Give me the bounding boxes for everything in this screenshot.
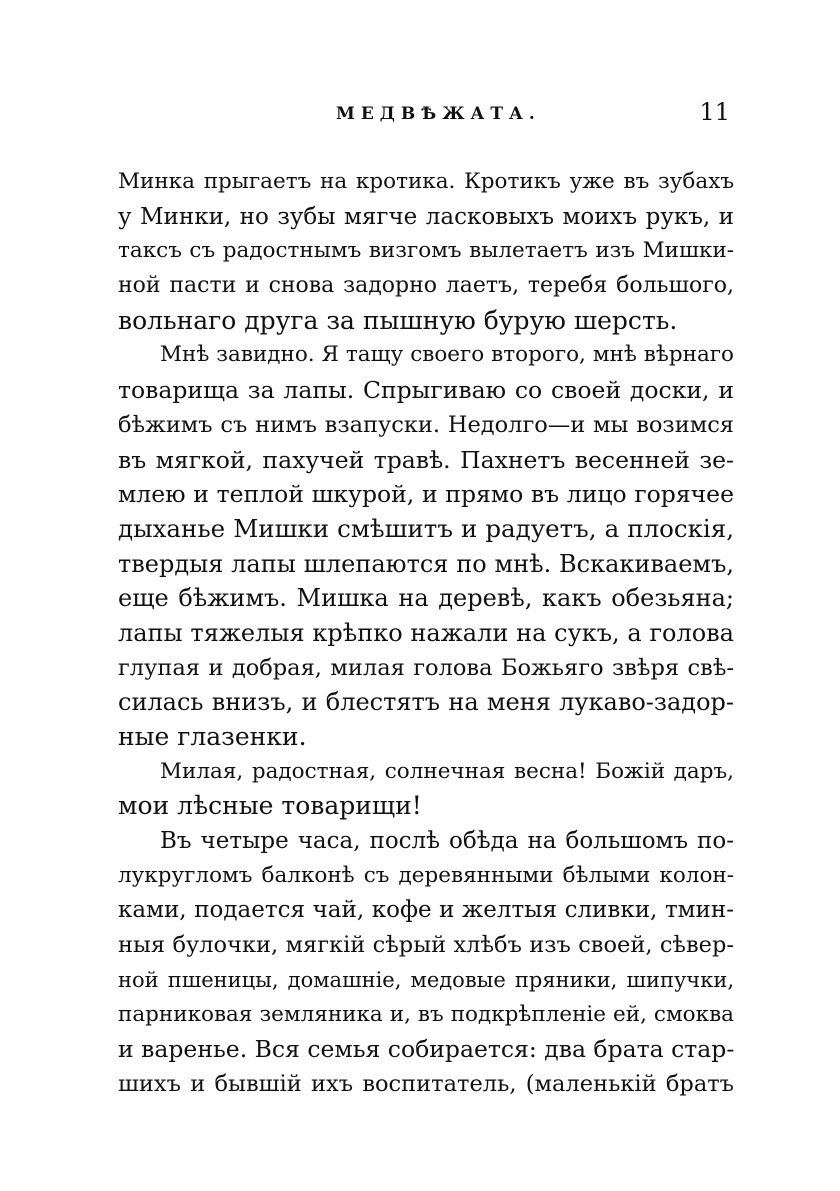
text-line: ные глазенки. (118, 722, 307, 751)
text-line: млею и теплой шкурой, и прямо въ лицо горячее (118, 480, 734, 509)
text-line: мои лѣсные товарищи! (118, 791, 422, 821)
text-line: парниковая земляника и, въ подкрѣпленіе ей, смоква (118, 1001, 734, 1027)
text-line: въ мягкой, пахучей травѣ. Пахнетъ весенней зе- (118, 445, 734, 474)
page-number: 11 (699, 98, 730, 126)
text-line: ной пасти и снова задорно лаетъ, теребя большого, (118, 273, 734, 299)
text-line: еще бѣжимъ. Мишка на деревѣ, какъ обезьяна; (118, 584, 734, 613)
text-line: вольнаго друга за пышную бурую шерсть. (118, 305, 678, 335)
text-line: и варенье. Вся семья собирается: два брата стар- (118, 1035, 734, 1064)
text-line: ками, подается чай, кофе и желтыя сливки, тмин- (118, 897, 734, 924)
text-line: Милая, радостная, солнечная весна! Божій даръ, (160, 758, 734, 784)
text-line: шихъ и бывшій ихъ воспитатель, (маленькій братъ (118, 1070, 734, 1097)
text-line: товарища за лапы. Спрыгиваю со своей доски, и (118, 376, 734, 405)
text-line: бѣжимъ съ нимъ взапуски. Недолго—и мы возимся (118, 411, 734, 438)
text-line: лапы тяжелыя крѣпко нажали на сукъ, а голова (118, 618, 734, 647)
running-title: МЕДВѢЖАТА. (336, 104, 541, 124)
text-line: глупая и добрая, милая голова Божьяго звѣря свѣ- (118, 654, 734, 681)
text-line: таксъ съ радостнымъ визгомъ вылетаетъ изъ Мишки- (118, 238, 734, 264)
text-line: твердыя лапы шлепаются по мнѣ. Вскакиваемъ, (118, 549, 734, 578)
text-line: Мнѣ завидно. Я тащу своего второго, мнѣ вѣрнаго (160, 342, 734, 368)
text-line: силась внизъ, и блестятъ на меня лукаво-задор- (118, 688, 734, 717)
text-line: Минка прыгаетъ на кротика. Кротикъ уже въ зубахъ (118, 169, 734, 194)
text-line: ныя булочки, мягкій сѣрый хлѣбъ изъ своей, сѣвер- (118, 932, 734, 959)
page-header (118, 98, 734, 128)
text-line: лукругломъ балконѣ съ деревянными бѣлыми колон- (118, 862, 734, 888)
text-line: у Минки, но зубы мягче ласковыхъ моихъ рукъ, и (118, 203, 734, 230)
text-line: дыханье Мишки смѣшитъ и радуетъ, а плоскія, (118, 513, 734, 543)
text-line: Въ четыре часа, послѣ обѣда на большомъ по- (160, 828, 734, 855)
text-line: ной пшеницы, домашніе, медовые пряники, шипучки, (118, 967, 734, 992)
body-text (118, 165, 734, 1102)
